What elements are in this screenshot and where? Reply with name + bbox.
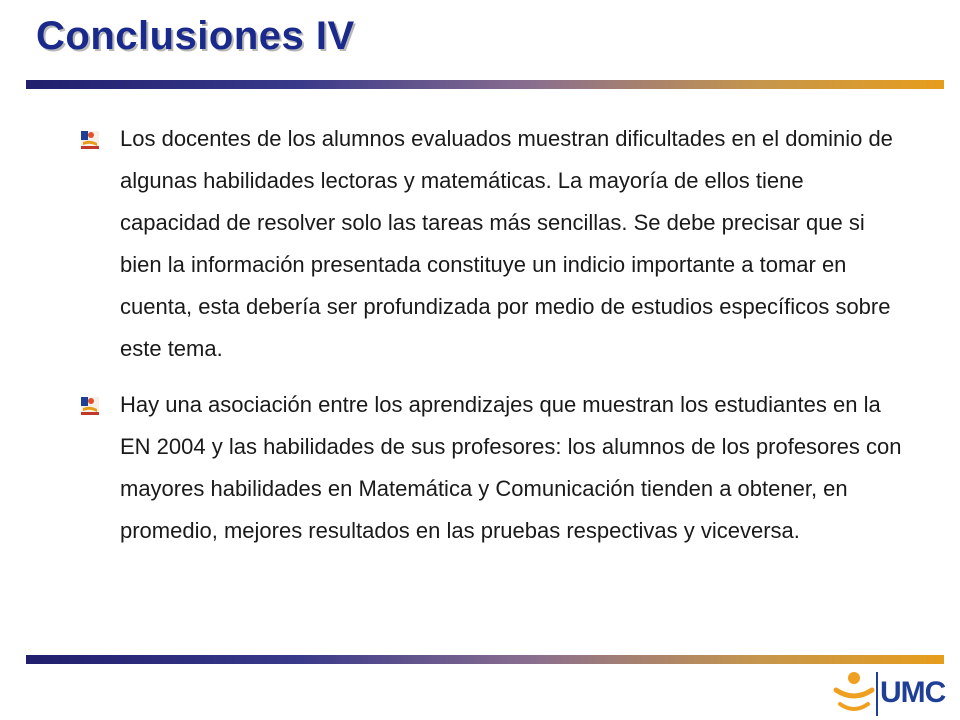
bullet-text: Hay una asociación entre los aprendizajes que muestran los estudiantes en la EN 2004 y las habilidades de sus profesores: los alumnos de los profesores con mayores habilidades en Matemática y Comunicación tienden a obtener, en promedio, mejores resultados en las pruebas respectivas y viceversa. (120, 392, 902, 543)
bullet-item (76, 118, 906, 370)
slide-title: Conclusiones IV (36, 14, 355, 58)
bullet-text: Los docentes de los alumnos evaluados muestran dificultades en el dominio de algunas habilidades lectoras y matemáticas. La mayoría de ellos tiene capacidad de resolver solo las tareas más sencillas. Se debe precisar que si bien la información presentada constituye un indicio importante a tomar en cuenta, esta debería ser profundizada por medio de estudios específicos sobre este tema. (120, 126, 893, 361)
person-bullet-icon (80, 396, 100, 416)
logo-divider (876, 672, 878, 716)
umc-logo (832, 668, 954, 718)
bullet-list (76, 118, 906, 552)
title-divider (26, 80, 944, 89)
logo-text: UMC (880, 676, 946, 709)
bullet-item (76, 384, 906, 552)
footer-divider (26, 655, 944, 664)
person-bullet-icon (80, 130, 100, 150)
umc-figure-icon (832, 668, 876, 718)
